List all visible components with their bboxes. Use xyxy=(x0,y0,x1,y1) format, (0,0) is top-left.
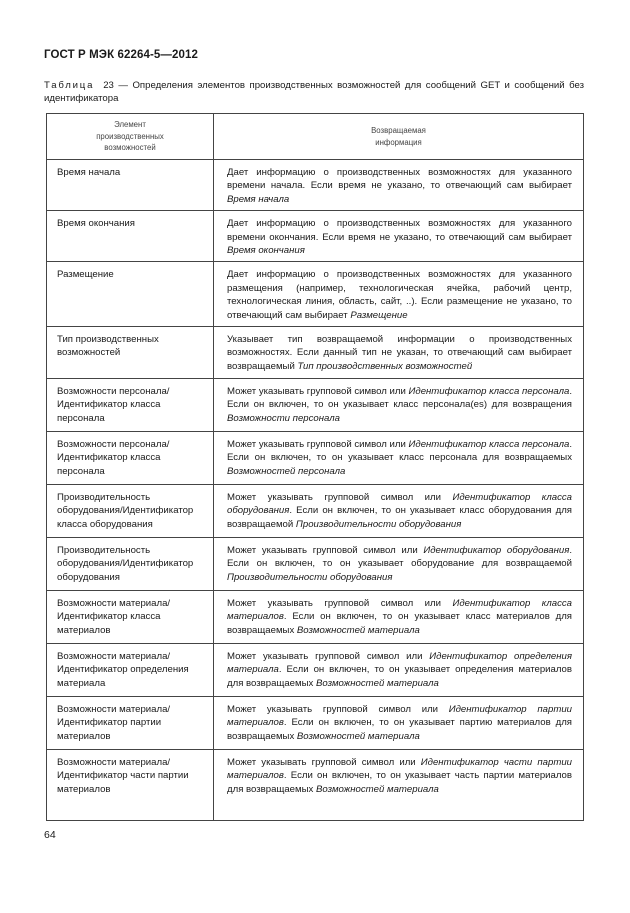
cell-text: . Если он включен, то он указывает класс оборудования для возвращаемой xyxy=(227,505,572,530)
definitions-table xyxy=(46,113,584,821)
column-header-element-line-3: возможностей xyxy=(104,143,156,153)
table-header-row xyxy=(47,114,584,160)
cell-text: . Если он включен, то он указывает оборудование для возвращаемой xyxy=(227,545,572,570)
table-row xyxy=(47,644,584,697)
cell-text-italic: Тип производственных возможностей xyxy=(297,360,473,372)
cell-element-name: Возможности персонала/ Идентификатор класса персонала xyxy=(47,379,214,432)
table-row xyxy=(47,750,584,821)
cell-text: Может указывать групповой символ или xyxy=(227,704,449,716)
cell-returned-info xyxy=(214,211,584,262)
cell-returned-info xyxy=(214,591,584,644)
document-header: ГОСТ Р МЭК 62264-5—2012 xyxy=(44,49,198,61)
cell-text: Может указывать групповой символ или xyxy=(227,439,409,451)
cell-element-name: Тип производственных возможностей xyxy=(47,327,214,379)
cell-text-italic: Идентификатор определения материала xyxy=(227,651,572,676)
table-row xyxy=(47,485,584,538)
cell-text: . Если он включен, то он указывает класс материалов для возвращаемых xyxy=(227,611,572,636)
cell-text: Может указывать групповой символ или xyxy=(227,598,453,610)
cell-text-italic: Производительности оборудования xyxy=(295,518,462,530)
cell-text: Указывает тип возвращаемой информации о производственных возможностях. Если данный тип не указан, то отвечающий сам выбирает возвращаемый xyxy=(227,334,572,372)
cell-returned-info xyxy=(214,538,584,591)
cell-text-italic: Идентификатор класса материалов xyxy=(227,598,573,623)
cell-text: . Если он включен, то он указывает класс персонала(es) для возвращения xyxy=(227,386,572,411)
cell-text-italic: Возможностей материала xyxy=(315,783,439,795)
table-row xyxy=(47,697,584,750)
cell-text: Может указывать групповой символ или xyxy=(227,757,421,769)
cell-text-italic: Возможности персонала xyxy=(227,412,341,424)
cell-text: . Если он включен, то он указывает определения материалов для возвращаемых xyxy=(227,664,572,689)
cell-text-italic: Возможностей материала xyxy=(315,677,439,689)
table-caption-text: 23 — Определения элементов производственных возможностей для сообщений GET и сообщений без идентификатора xyxy=(44,80,584,104)
column-header-returned-info-line-1: Возвращаемая xyxy=(371,126,426,135)
cell-text-italic: Идентификатор партии материалов xyxy=(227,704,572,729)
cell-text-italic: Время окончания xyxy=(227,245,305,257)
cell-returned-info xyxy=(214,697,584,750)
cell-text: Дает информацию о производственных возможностях для указанного времени начала. Если время не указано, то отвечающий сам выбирает xyxy=(227,167,572,192)
cell-text: . Если он включен, то он указывает партию материалов для возвращаемых xyxy=(227,717,572,742)
cell-text-italic: Идентификатор класса оборудования xyxy=(227,492,573,517)
cell-returned-info xyxy=(214,750,584,821)
cell-text: Может указывать групповой символ или xyxy=(227,545,424,557)
cell-text-italic: Идентификатор класса персонала xyxy=(408,386,570,398)
table-caption xyxy=(44,80,584,105)
column-header-element-line-2: производственных xyxy=(96,131,164,141)
cell-text: . Если он включен, то он указывает класс персонала для возвращаемых xyxy=(227,439,572,464)
cell-text-italic: Возможностей материала xyxy=(296,624,420,636)
cell-element-name: Время окончания xyxy=(47,211,214,262)
table-row xyxy=(47,432,584,485)
cell-text: Дает информацию о производственных возможностях для указанного времени окончания. Если время не указано, то отвечающий сам выбирает xyxy=(227,218,572,243)
column-header-element-line-1: Элемент xyxy=(114,120,146,130)
cell-returned-info xyxy=(214,644,584,697)
cell-text-italic: Производительности оборудования xyxy=(227,571,393,583)
cell-element-name: Возможности материала/ Идентификатор части партии материалов xyxy=(47,750,214,821)
cell-element-name: Возможности материала/ Идентификатор определения материала xyxy=(47,644,214,697)
column-header-element xyxy=(47,114,214,160)
cell-element-name: Возможности материала/ Идентификатор класса материалов xyxy=(47,591,214,644)
cell-text-italic: Идентификатор класса персонала xyxy=(408,439,570,451)
table-row xyxy=(47,591,584,644)
cell-text-italic: Идентификатор оборудования xyxy=(423,545,570,557)
cell-text: Может указывать групповой символ или xyxy=(227,386,409,398)
cell-element-name: Время начала xyxy=(47,160,214,211)
cell-returned-info xyxy=(214,327,584,379)
cell-text-italic: Размещение xyxy=(350,309,408,321)
cell-element-name: Производительность оборудования/Идентификатор класса оборудования xyxy=(47,485,214,538)
cell-text: Может указывать групповой символ или xyxy=(227,651,430,663)
table-row xyxy=(47,538,584,591)
page-number: 64 xyxy=(44,829,56,841)
cell-text-italic: Возможностей материала xyxy=(296,730,420,742)
cell-returned-info xyxy=(214,262,584,327)
cell-text: Может указывать групповой символ или xyxy=(227,492,453,504)
table-row xyxy=(47,211,584,262)
cell-returned-info xyxy=(214,432,584,485)
table-body xyxy=(47,160,584,821)
table-row xyxy=(47,379,584,432)
table-row xyxy=(47,327,584,379)
cell-text: Дает информацию о производственных возможностях для указанного размещения (например, технологическая ячейка, рабочий центр, технологическая линия, область, сайт, ..). Если размещение не указано, то отвечающий сам выбирает xyxy=(227,269,572,321)
cell-text-italic: Время начала xyxy=(227,193,290,205)
table-row xyxy=(47,160,584,211)
cell-returned-info xyxy=(214,160,584,211)
cell-element-name: Размещение xyxy=(47,262,214,327)
cell-text-italic: Идентификатор части партии материалов xyxy=(227,757,572,782)
table-row xyxy=(47,262,584,327)
cell-returned-info xyxy=(214,379,584,432)
cell-element-name: Возможности персонала/ Идентификатор класса персонала xyxy=(47,432,214,485)
column-header-returned-info-line-2: информация xyxy=(375,137,422,147)
table-caption-label: Таблица xyxy=(44,80,95,91)
cell-text-italic: Возможностей персонала xyxy=(227,465,346,477)
cell-text: . Если он включен, то он указывает часть партии материалов для возвращаемых xyxy=(227,770,572,795)
cell-element-name: Возможности материала/ Идентификатор партии материалов xyxy=(47,697,214,750)
column-header-returned-info xyxy=(214,114,584,160)
cell-element-name: Производительность оборудования/Идентификатор оборудования xyxy=(47,538,214,591)
cell-returned-info xyxy=(214,485,584,538)
